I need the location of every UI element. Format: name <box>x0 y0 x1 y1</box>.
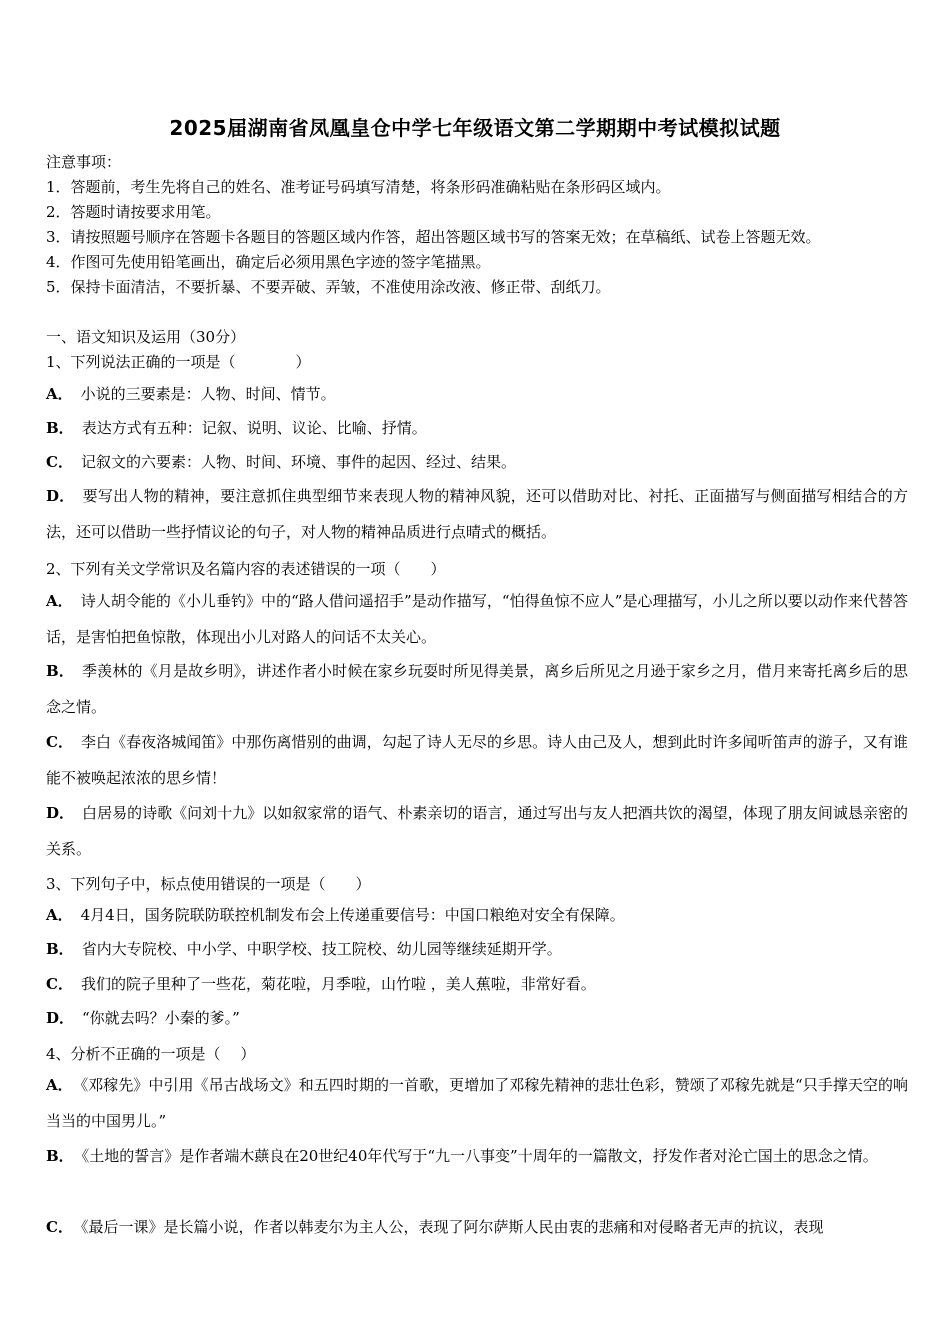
option-label: C． <box>46 975 73 993</box>
option-label: A． <box>46 385 73 403</box>
option-text: 季羡林的《月是故乡明》，讲述作者小时候在家乡玩耍时所见得美景，离乡后所见之月逊于家乡之月，借月来寄托离乡后的思念之情。 <box>46 662 908 716</box>
option-text: 诗人胡令能的《小儿垂钓》中的“路人借问遥招手”是动作描写，“怕得鱼惊不应人”是心理描写，小儿之所以要以动作来代替答话，是害怕把鱼惊散，体现出小儿对路人的问话不太关心。 <box>46 592 908 646</box>
option-label: D． <box>46 487 75 505</box>
question-stem-1: 1、下列说法正确的一项是（ ） <box>46 353 311 371</box>
option-1a <box>46 376 908 412</box>
notes-block <box>46 150 916 300</box>
option-label: A． <box>46 592 73 610</box>
option-2b <box>46 653 908 725</box>
option-text: 4月4日，国务院联防联控机制发布会上传递重要信号：中国口粮绝对安全有保障。 <box>80 906 625 924</box>
option-1b <box>46 410 908 446</box>
option-text: 表达方式有五种：记叙、说明、议论、比喻、抒情。 <box>81 419 427 437</box>
option-2a <box>46 583 908 655</box>
option-label: B． <box>46 419 74 437</box>
note-item: 2．答题时请按要求用笔。 <box>46 203 221 221</box>
option-4a <box>46 1067 908 1139</box>
option-text: 省内大专院校、中小学、中职学校、技工院校、幼儿园等继续延期开学。 <box>81 940 562 958</box>
option-text: 《土地的誓言》是作者端木蕻良在20世纪40年代写于“九一八事变”十周年的一篇散文，抒发作者对沦亡国土的思念之情。 <box>81 1147 878 1165</box>
option-text: 小说的三要素是：人物、时间、情节。 <box>80 385 336 403</box>
option-1c <box>46 444 908 480</box>
notes-heading: 注意事项： <box>46 153 122 171</box>
option-label: C． <box>46 733 74 751</box>
option-label: C． <box>46 1218 73 1236</box>
section-heading: 一、语文知识及运用（30分） <box>46 328 246 346</box>
option-text: 我们的院子里种了一些花，菊花啦，月季啦，山竹啦 ，美人蕉啦，非常好看。 <box>80 975 596 993</box>
option-3c <box>46 966 908 1002</box>
option-2d <box>46 795 908 867</box>
question-stem-2: 2、下列有关文学常识及名篇内容的表述错误的一项（ ） <box>46 560 446 578</box>
option-text: 白居易的诗歌《问刘十九》以如叙家常的语气、朴素亲切的语言，通过写出与友人把酒共饮的渴望，体现了朋友间诚恳亲密的关系。 <box>46 804 908 858</box>
option-1d <box>46 478 908 550</box>
option-2c <box>46 724 908 796</box>
note-item: 4．作图可先使用铅笔画出，确定后必须用黑色字迹的签字笔描黑。 <box>46 253 491 271</box>
option-4c <box>46 1209 908 1245</box>
note-item: 3．请按照题号顺序在答题卡各题目的答题区域内作答，超出答题区域书写的答案无效；在草稿纸、试卷上答题无效。 <box>46 228 821 246</box>
option-text: “你就去吗？小秦的爹。” <box>82 1009 240 1027</box>
question-stem-4: 4、分析不正确的一项是（ ） <box>46 1045 256 1063</box>
option-text: 李白《春夜洛城闻笛》中那伤离惜别的曲调，勾起了诗人无尽的乡思。诗人由己及人，想到此时许多闻听笛声的游子，又有谁能不被唤起浓浓的思乡情！ <box>46 733 908 787</box>
option-4b <box>46 1138 908 1174</box>
question-stem-3: 3、下列句子中，标点使用错误的一项是（ ） <box>46 875 371 893</box>
option-label: C． <box>46 453 73 471</box>
option-label: B． <box>46 662 74 680</box>
option-text: 《最后一课》是长篇小说，作者以韩麦尔为主人公，表现了阿尔萨斯人民由衷的悲痛和对侵略者无声的抗议，表现 <box>80 1218 824 1236</box>
option-label: D． <box>46 804 75 822</box>
page-title: 2025届湖南省凤凰皇仓中学七年级语文第二学期期中考试模拟试题 <box>169 116 781 140</box>
option-text: 《邓稼先》中引用《吊古战场文》和五四时期的一首歌，更增加了邓稼先精神的悲壮色彩，赞颂了邓稼先就是“只手撑天空的响当当的中国男儿。” <box>46 1076 908 1130</box>
option-label: A． <box>46 906 73 924</box>
option-label: D． <box>46 1009 75 1027</box>
option-label: A． <box>46 1076 73 1094</box>
note-item: 1．答题前，考生先将自己的姓名、准考证号码填写清楚，将条形码准确粘贴在条形码区域内。 <box>46 178 671 196</box>
option-label: B． <box>46 940 74 958</box>
note-item: 5．保持卡面清洁，不要折暴、不要弄破、弄皱，不准使用涂改液、修正带、刮纸刀。 <box>46 278 611 296</box>
option-text: 记叙文的六要素：人物、时间、环境、事件的起因、经过、结果。 <box>80 453 516 471</box>
option-text: 要写出人物的精神，要注意抓住典型细节来表现人物的精神风貌，还可以借助对比、衬托、正面描写与侧面描写相结合的方法，还可以借助一些抒情议论的句子，对人物的精神品质进行点晴式的概括。 <box>46 487 908 541</box>
option-3d <box>46 1000 908 1036</box>
option-label: B． <box>46 1147 74 1165</box>
option-3a <box>46 897 908 933</box>
option-3b <box>46 931 908 967</box>
